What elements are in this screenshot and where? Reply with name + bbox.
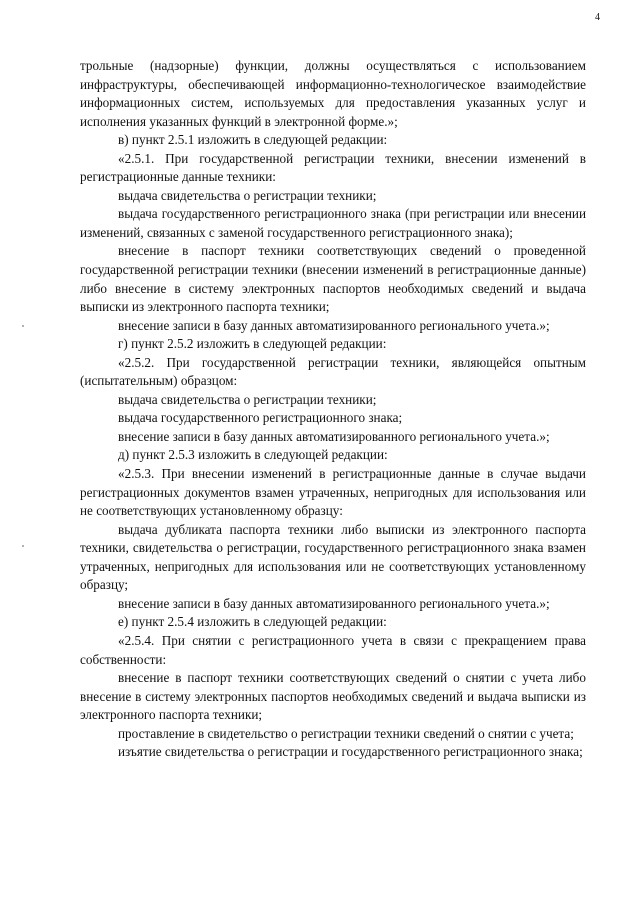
- scan-speck: [22, 545, 24, 547]
- document-body: [80, 57, 586, 762]
- list-item: внесение записи в базу данных автоматизированного регионального учета.»;: [118, 595, 550, 611]
- list-item: внесение в паспорт техники соответствующих сведений о снятии с учета либо внесение в систему электронных паспортов необходимых сведений и выдача выписки из электронного паспорта техники;: [80, 670, 586, 723]
- amendment-item-e: е) пункт 2.5.4 изложить в следующей редакции:: [118, 614, 387, 630]
- clause-2-5-1: «2.5.1. При государственной регистрации техники, внесении изменений в регистрационные данные техники:: [80, 150, 586, 185]
- list-item: выдача свидетельства о регистрации техники;: [118, 187, 377, 203]
- list-item: выдача государственного регистрационного знака;: [118, 410, 403, 426]
- amendment-item-g: г) пункт 2.5.2 изложить в следующей редакции:: [118, 336, 387, 352]
- list-item: внесение в паспорт техники соответствующих сведений о проведенной государственной регистрации техники (внесении изменений в регистрационные данные) либо внесение в систему электронных паспортов необходимых сведений и выдача выписки из электронного паспорта техники;: [80, 243, 586, 315]
- page-number: 4: [595, 12, 600, 23]
- scan-speck: [22, 325, 24, 327]
- list-item: внесение записи в базу данных автоматизированного регионального учета.»;: [118, 317, 550, 333]
- clause-2-5-3: «2.5.3. При внесении изменений в регистрационные данные в случае выдачи регистрационных документов взамен утраченных, непригодных для использования или не соответствующих установленному образцу:: [80, 466, 586, 519]
- clause-2-5-4: «2.5.4. При снятии с регистрационного учета в связи с прекращением права собственности:: [80, 632, 586, 667]
- paragraph-continuation: трольные (надзорные) функции, должны осуществляться с использованием инфраструктуры, обеспечивающей информационно-технологическое взаимодействие информационных систем, используемых для предоставления указанных услуг и исполнения указанных функций в электронной форме.»;: [80, 58, 586, 129]
- list-item: изъятие свидетельства о регистрации и государственного регистрационного знака;: [118, 744, 583, 760]
- clause-2-5-2: «2.5.2. При государственной регистрации техники, являющейся опытным (испытательным) образцом:: [80, 354, 586, 389]
- amendment-item-v: в) пункт 2.5.1 изложить в следующей редакции:: [118, 132, 388, 148]
- amendment-item-d: д) пункт 2.5.3 изложить в следующей редакции:: [118, 447, 388, 463]
- list-item: внесение записи в базу данных автоматизированного регионального учета.»;: [118, 428, 550, 444]
- list-item: проставление в свидетельство о регистрации техники сведений о снятии с учета;: [118, 725, 574, 741]
- list-item: выдача дубликата паспорта техники либо выписки из электронного паспорта техники, свидетельства о регистрации, государственного регистрационного знака взамен утраченных, непригодных для использования или не соответствующих установленному образцу;: [80, 521, 586, 593]
- list-item: выдача государственного регистрационного знака (при регистрации или внесении изменений, связанных с заменой государственного регистрационного знака);: [80, 206, 586, 240]
- list-item: выдача свидетельства о регистрации техники;: [118, 391, 377, 407]
